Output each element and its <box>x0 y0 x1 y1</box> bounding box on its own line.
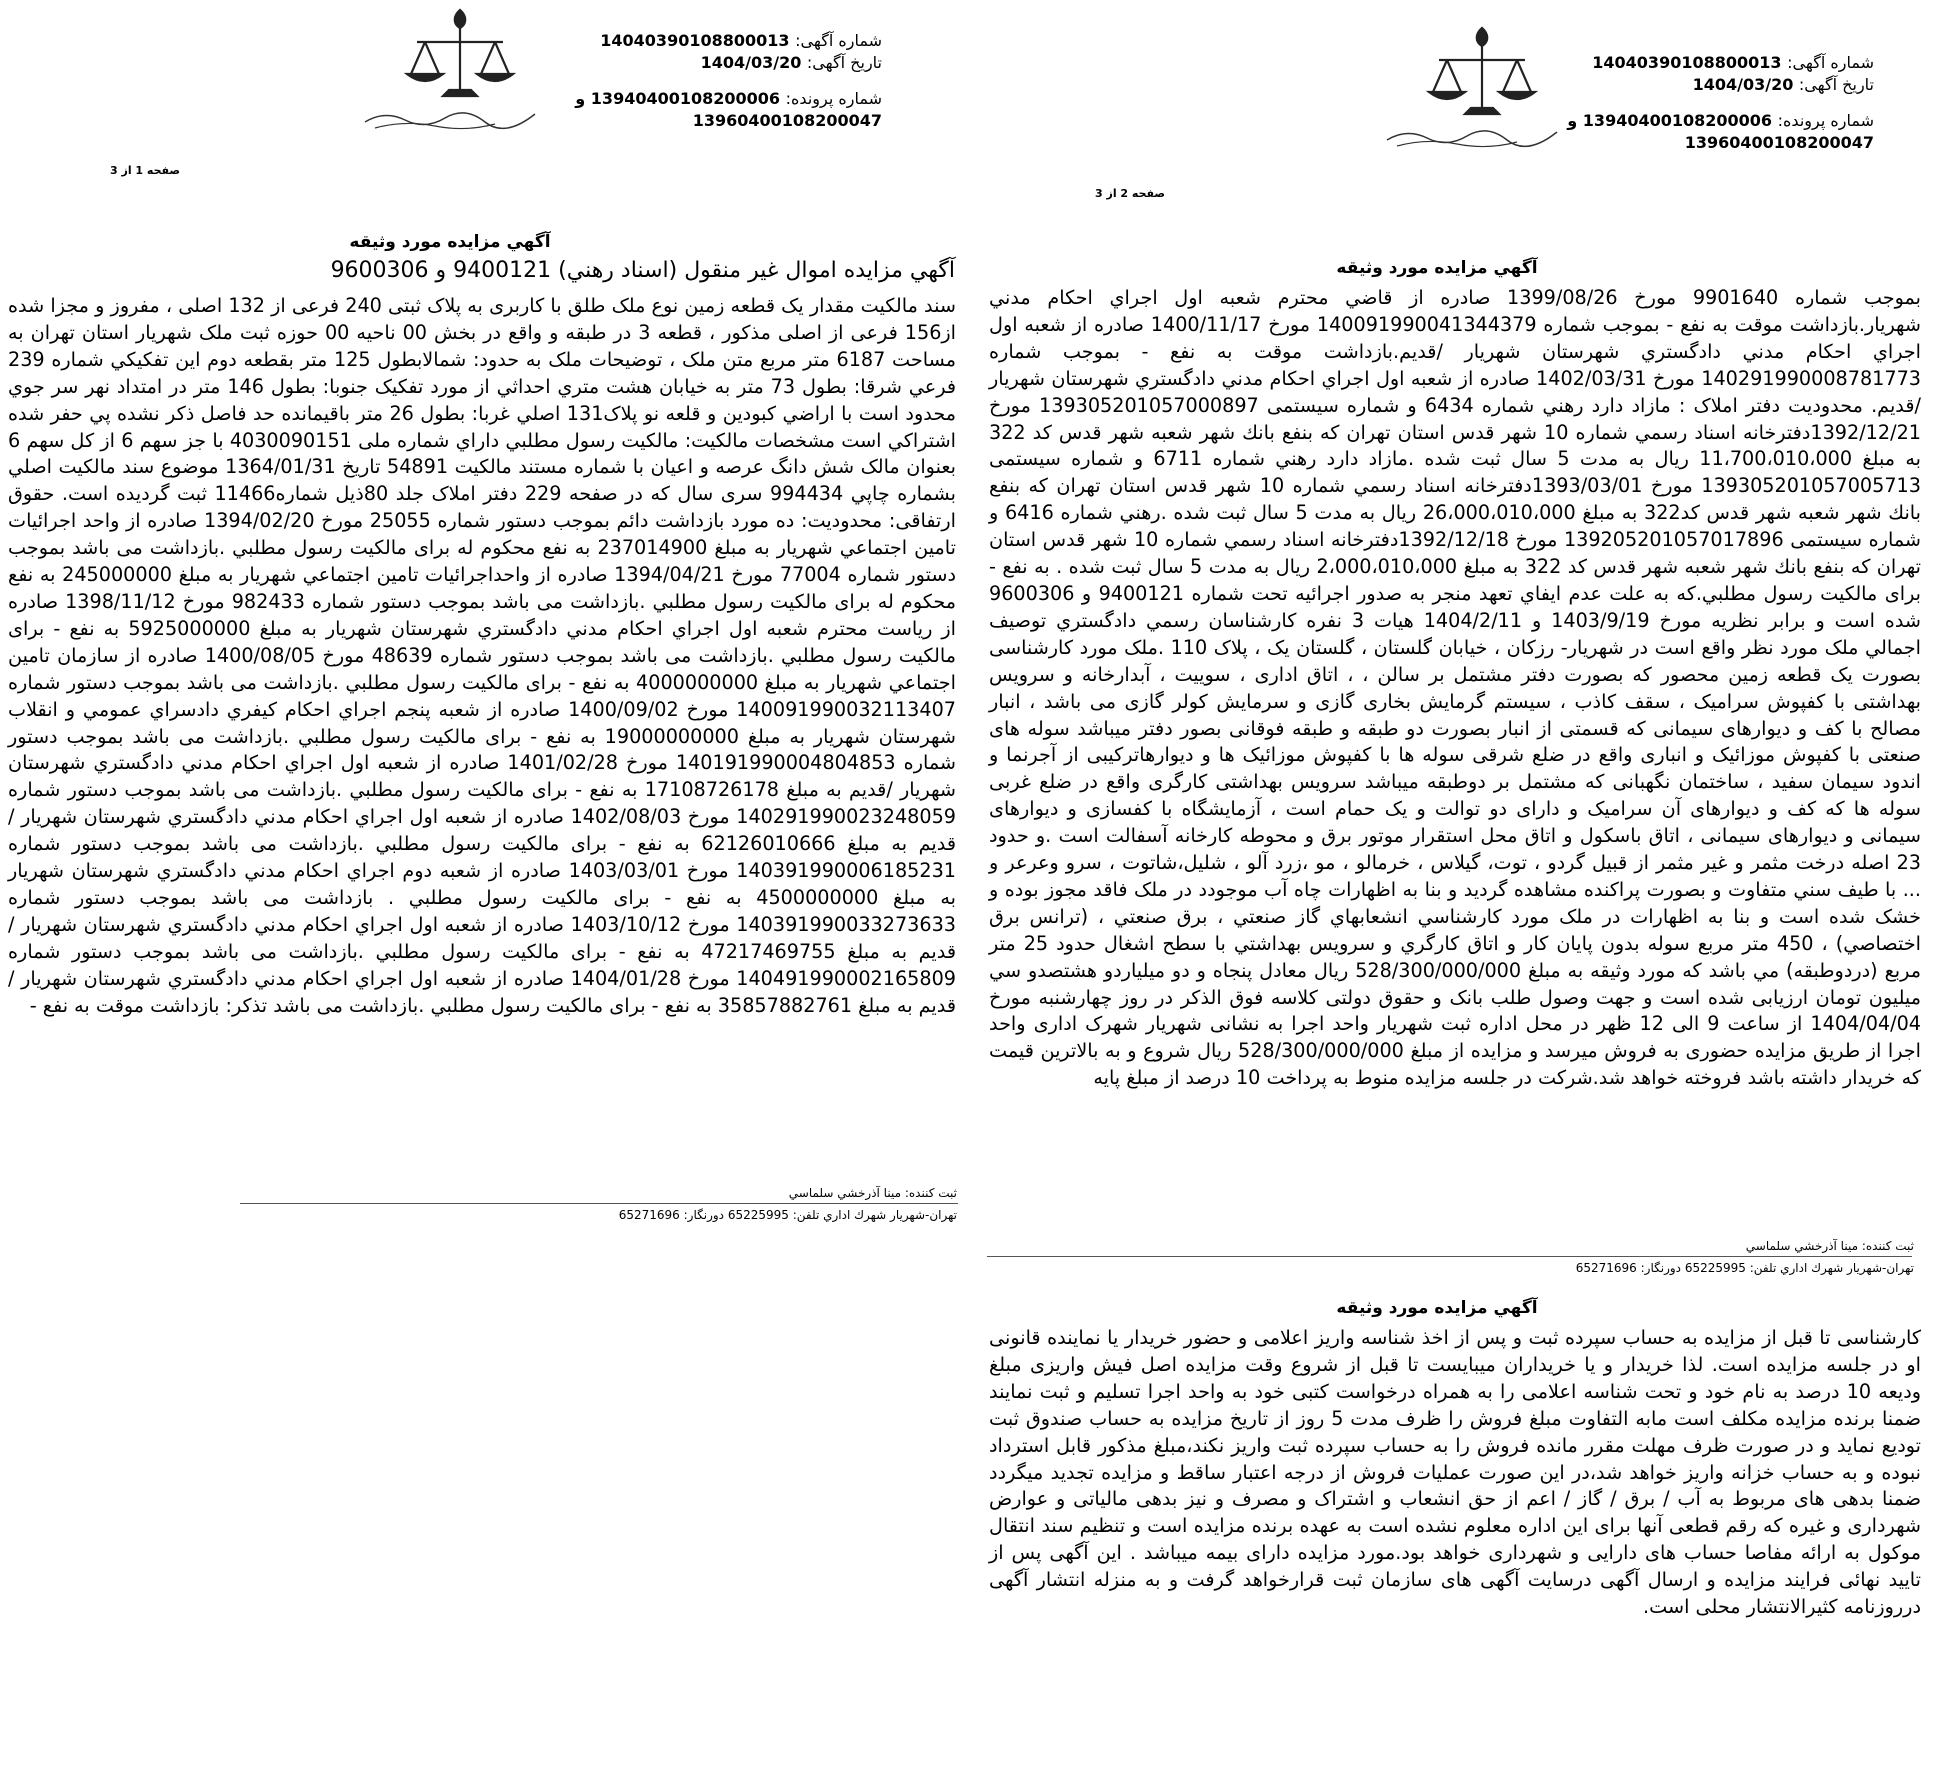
ad-date: 1404/03/20 <box>700 53 802 72</box>
page-number: صفحه 1 از 3 <box>110 164 181 177</box>
office-address: تهران-شهریار شهرك اداري تلفن: 65225995 دورنگار: 65271696 <box>1575 1261 1914 1275</box>
file-number-1: 13940400108200006 و <box>575 89 781 108</box>
page-number: صفحه 2 از 3 <box>1095 187 1166 200</box>
footer-divider <box>240 1203 958 1204</box>
file-number-label: شماره پرونده: <box>785 89 882 108</box>
document-page-2 <box>967 0 1934 1789</box>
notice-body: بموجب شماره 9901640 مورخ 1399/08/26 صادره از قاضي محترم شعبه اول اجراي احکام مدني شهريار.بازداشت موقت به نفع - بموجب شماره 140091990041344379 مورخ 1400/11/17 صادره از شعبه اول اجراي احکام مدني دادگستري شهرستان شهريار /قديم.بازداشت موقت به نفع - بموجب شماره 140291990008781773 مورخ 1402/03/31 صادره از شعبه اول اجراي احکام مدني دادگستري شهرستان شهريار /قديم. محدوديت دفتر املاک : مازاد دارد رهني شماره 6434 و شماره سيستمی 139305201057000897 مورخ 1392/12/21دفترخانه اسناد رسمي شماره 10 شهر قدس استان تهران که بنفع بانك شهر شعبه شهر قدس کد 322 به مبلغ 11،700،010،000 ريال به مدت 5 سال ثبت شده .مازاد دارد رهني شماره 6711 و شماره سيستمی 139305201057005713 مورخ 1393/03/01دفترخانه اسناد رسمي شماره 10 شهر قدس استان تهران که بنفع بانك شهر شعبه شهر قدس کد322 به مبلغ 26،000،010،000 ريال به مدت 5 سال ثبت شده .رهني شماره 6416 و شماره سيستمی 139205201057017896 مورخ 1392/12/18دفترخانه اسناد رسمي شماره 10 شهر قدس استان تهران که بنفع بانك شهر شعبه شهر قدس کد 322 به مبلغ 2،000،010،000 ريال به مدت 5 سال ثبت شده . به نفع - برای مالکیت رسول مطلبي.که به علت عدم ايفاي تعهد منجر به صدور اجرائيه تحت شماره 9400121 و 9600306 شده است و برابر نظريه مورخ 1403/9/19 و 1404/2/11 هيات 3 نفره کارشناسان رسمي دادگستري توصيف اجمالي ملک مورد نظر واقع است در شهريار- رزکان ، خيابان گلستان ، گلستان يک ، پلاک 110 .ملک مورد کارشناسی بصورت يک قطعه زمين محصور که بصورت دفتر مشتمل بر سالن ، ، اتاق اداری ، سوييت ، آبدارخانه و سرويس بهداشتی با کفپوش سراميک ، سقف کاذب ، سيستم گرمايش بخاری گازی و سرمايش کولر گازی می باشد ، انبار مصالح با کف و ديوارهای سيمانی که قسمتی از انبار بصورت دو طبقه و طبقه فوقانی بصور دفتر ميباشد سوله های صنعتی با کفپوش موزائيک و انباری واقع در ضلع شرقی سوله ها با کفپوش موزائيک ها و ديوارهاترکيبی از آجرنما و اندود سيمان سفيد ، ساختمان نگهبانی که مشتمل بر دوطبقه ميباشد سرويس بهداشتی کارگری واقع در ضلع غربی سوله ها که کف و ديوارهای آن سراميک و دارای دو توالت و يک حمام است ، آزمايشگاه با کفسازی و ديوارهای سيمانی و ديوارهای سيمانی ، اتاق باسکول و اتاق محل استقرار موتور برق و محوطه کارخانه آسفالت است .و حدود 23 اصله درخت مثمر و غير مثمر از قبيل گردو ، توت، گيلاس ، خرمالو ، مو ،زرد آلو ، شليل،شاتوت ، سرو وعرعر و ... با طيف سني متفاوت و بصورت پراکنده مشاهده گرديد و بنا به اظهارات چاه آب موجودد در ملک فاقد مجوز بوده و خشک شده است و بنا به اظهارات در ملک مورد کارشناسي انشعابهاي گاز صنعتي ، برق صنعتي ، (ترانس برق اختصاصي) ، 450 متر مربع سوله بدون پايان کار و اتاق کارگري و سرويس بهداشتي با سطح اشغال حدود 25 متر مربع (دردوطبقه) مي باشد که مورد وثيقه به مبلغ 528/300/000/000 ريال معادل پنجاه و دو ميلياردو هشتصدو سي ميليون تومان ارزيابی شده است و جهت وصول طلب بانک و حقوق دولتی کلاسه فوق الذکر در روز چهارشنبه مورخ 1404/04/04 از ساعت 9 الی 12 ظهر در محل اداره ثبت شهريار واحد اجرا به نشانی شهريار شهرک اداری واحد اجرا از طريق مزايده حضوری به فروش ميرسد و مزايده از مبلغ 528/300/000/000 ريال شروع و به بالاترين قيمت که خريدار داشته باشد فروخته خواهد شد.شرکت در جلسه مزايده منوط به پرداخت 10 درصد از مبلغ پايه <box>989 286 1921 1090</box>
notice-title: آگهي مزايده مورد وثيقه <box>349 232 551 252</box>
logo-calligraphy-icon <box>1377 120 1567 150</box>
ad-header <box>1554 52 1874 154</box>
ad-date-label: تاریخ آگهی: <box>806 53 882 72</box>
file-number-1: 13940400108200006 و <box>1567 111 1773 130</box>
logo-calligraphy-icon <box>355 102 545 132</box>
ad-date: 1404/03/20 <box>1692 75 1794 94</box>
ad-number: 14040390108800013 <box>600 31 790 50</box>
registrar-label: ثبت کننده: <box>904 1186 957 1200</box>
judiciary-logo <box>1417 20 1547 160</box>
footer-divider <box>987 1256 1912 1257</box>
file-number-2: 13960400108200047 <box>692 111 882 130</box>
notice-subtitle: آگهي مزايده اموال غير منقول (اسناد رهني) 9400121 و 9600306 <box>330 258 955 283</box>
registrar-name: مینا آذرخشي سلماسي <box>1745 1239 1859 1253</box>
file-number-label: شماره پرونده: <box>1777 111 1874 130</box>
judiciary-logo <box>395 2 525 142</box>
notice-body-page-3: کارشناسی تا قبل از مزايده به حساب سپرده ثبت و پس از اخذ شناسه واريز اعلامی و حضور خريدار يا نماينده قانونی او در جلسه مزايده است. لذا خريدار و يا خريداران ميبايست تا قبل از شروع وقت مزايده اصل فيش واريزی مبلغ وديعه 10 درصد به نام خود و تحت شناسه اعلامی را به همراه درخواست کتبی خود به واحد اجرا تسليم و ثبت نمايند ضمنا برنده مزايده مکلف است مابه التفاوت مبلغ فروش را ظرف مدت 5 روز از تاريخ مزايده به حساب صندوق ثبت توديع نمايد و در صورت ظرف مهلت مقرر مانده فروش را به حساب سپرده ثبت واريز نکند،مبلغ مذکور قابل استرداد نبوده و به حساب خزانه واريز خواهد شد،در اين صورت عمليات فروش از درجه اعتبار ساقط و مزايده تجديد ميگردد ضمنا بدهی های مربوط به آب / برق / گاز / اعم از حق انشعاب و اشتراک و مصرف و نيز بدهی مالياتی و عوارض شهرداری و غيره که رقم قطعی آنها برای اين اداره معلوم نشده است به عهده برنده مزايده است و تنظيم سند انتقال موکول به ارائه مفاصا حساب های دارايی و شهرداری خواهد بود.مورد مزايده دارای بيمه ميباشد . اين آگهی پس از تاييد نهائی فرايند مزايده و ارسال آگهی درسايت آگهی های سازمان ثبت قرارخواهد گرفت و به منزله انتشار آگهی درروزنامه کثيرالانتشار محلی است. <box>989 1326 1922 1619</box>
ad-number: 14040390108800013 <box>1592 53 1782 72</box>
file-number-2: 13960400108200047 <box>1684 133 1874 152</box>
office-address: تهران-شهریار شهرك اداري تلفن: 65225995 دورنگار: 65271696 <box>618 1208 957 1222</box>
notice-title: آگهي مزايده مورد وثيقه <box>1336 258 1538 278</box>
registrar-name: مینا آذرخشي سلماسي <box>788 1186 902 1200</box>
ad-header <box>562 30 882 132</box>
registrar-line <box>1214 1237 1914 1255</box>
notice-title-page-3: آگهي مزايده مورد وثيقه <box>1336 1298 1538 1318</box>
ad-number-label: شماره آگهی: <box>1787 53 1874 72</box>
notice-body: سند مالکیت مقدار یک قطعه زمین نوع ملک طلق با کاربری به پلاک ثبتی 240 فرعی از 132 اصلی ، مفروز و مجزا شده از156 فرعی از اصلی مذکور ، قطعه 3 در طبقه و واقع در بخش 00 ناحیه 00 حوزه ثبت ملک شهریار استان تهران به مساحت 6187 متر مربع متن ملک ، توضیحات ملک به حدود: شمالابطول 125 متر بقطعه دوم این تفکیکي شماره 239 فرعي شرقا: بطول 73 متر به خیابان هشت متري احداثي از مورد تفکیک جنوبا: بطول 146 متر در امتداد نهر سر جوي محدود است با اراضي کبودین و قلعه نو پلاک131 اصلي غربا: بطول 26 متر باقیمانده حد فاصل ذکر نشده پي حفر شده اشتراکي است مشخصات مالکیت: مالکیت رسول مطلبي داراي شماره ملی 4030090151 با جز سهم 6 از کل سهم 6 بعنوان مالک شش دانگ عرصه و اعیان با شماره مستند مالکیت 54891 تاریخ 1364/01/31 موضوع سند مالکیت اصلي بشماره چاپي 994434 سری سال که در صفحه 229 دفتر املاک جلد 80ذیل شماره11466 ثبت گردیده است. حقوق ارتفاقی: محدودیت: ده مورد بازداشت دائم بموجب دستور شماره 25055 مورخ 1394/02/20 صادره از واحد اجرائیات تامین اجتماعي شهریار به مبلغ 237014900 به نفع محکوم له برای مالکیت رسول مطلبي .بازداشت می باشد بموجب دستور شماره 77004 مورخ 1394/04/21 صادره از واحداجرائیات تامین اجتماعي شهریار به مبلغ 245000000 به نفع محکوم له برای مالکیت رسول مطلبي .بازداشت می باشد بموجب دستور شماره 982433 مورخ 1398/11/12 صادره از ریاست محترم شعبه اول اجراي احکام مدني دادگستري شهرستان شهریار به مبلغ 5925000000 به نفع - برای مالکیت رسول مطلبي .بازداشت می باشد بموجب دستور شماره 48639 مورخ 1400/08/05 صادره از سازمان تامین اجتماعي شهریار به مبلغ 4000000000 به نفع - برای مالکیت رسول مطلبي .بازداشت می باشد بموجب دستور شماره 140091990032113407 مورخ 1400/09/02 صادره از شعبه پنجم اجراي احکام کیفري دادسراي عمومي و انقلاب شهرستان شهریار به مبلغ 19000000000 به نفع - برای مالکیت رسول مطلبي .بازداشت می باشد بموجب دستور شماره 140191990004804853 مورخ 1401/02/28 صادره از شعبه اول اجراي احکام مدني دادگستري شهرستان شهریار /قدیم به مبلغ 17108726178 به نفع - برای مالکیت رسول مطلبي .بازداشت می باشد بموجب دستور شماره 140291990023248059 مورخ 1402/08/03 صادره از شعبه اول اجراي احکام مدني دادگستري شهرستان شهریار /قدیم به مبلغ 62126010666 به نفع - برای مالکیت رسول مطلبي .بازداشت می باشد بموجب دستور شماره 140391990006185231 مورخ 1403/03/01 صادره از شعبه دوم اجراي احکام مدني دادگستري شهرستان شهریار به مبلغ 4500000000 به نفع - برای مالکیت رسول مطلبي . بازداشت می باشد بموجب دستور شماره 140391990033273633 مورخ 1403/10/12 صادره از شعبه اول اجراي احکام مدني دادگستري شهرستان شهریار /قدیم به مبلغ 47217469755 به نفع - برای مالکیت رسول مطلبي .بازداشت می باشد بموجب دستور شماره 140491990002165809 مورخ 1404/01/28 صادره از شعبه اول اجراي احکام مدني دادگستري شهرستان شهریار /قدیم به مبلغ 35857882761 به نفع - برای مالکیت رسول مطلبي .بازداشت می باشد تذکر: بازداشت موقت به نفع - <box>8 294 957 1017</box>
registrar-label: ثبت کننده: <box>1861 1239 1914 1253</box>
ad-date-label: تاریخ آگهی: <box>1798 75 1874 94</box>
registrar-line <box>257 1184 957 1202</box>
ad-number-label: شماره آگهی: <box>795 31 882 50</box>
